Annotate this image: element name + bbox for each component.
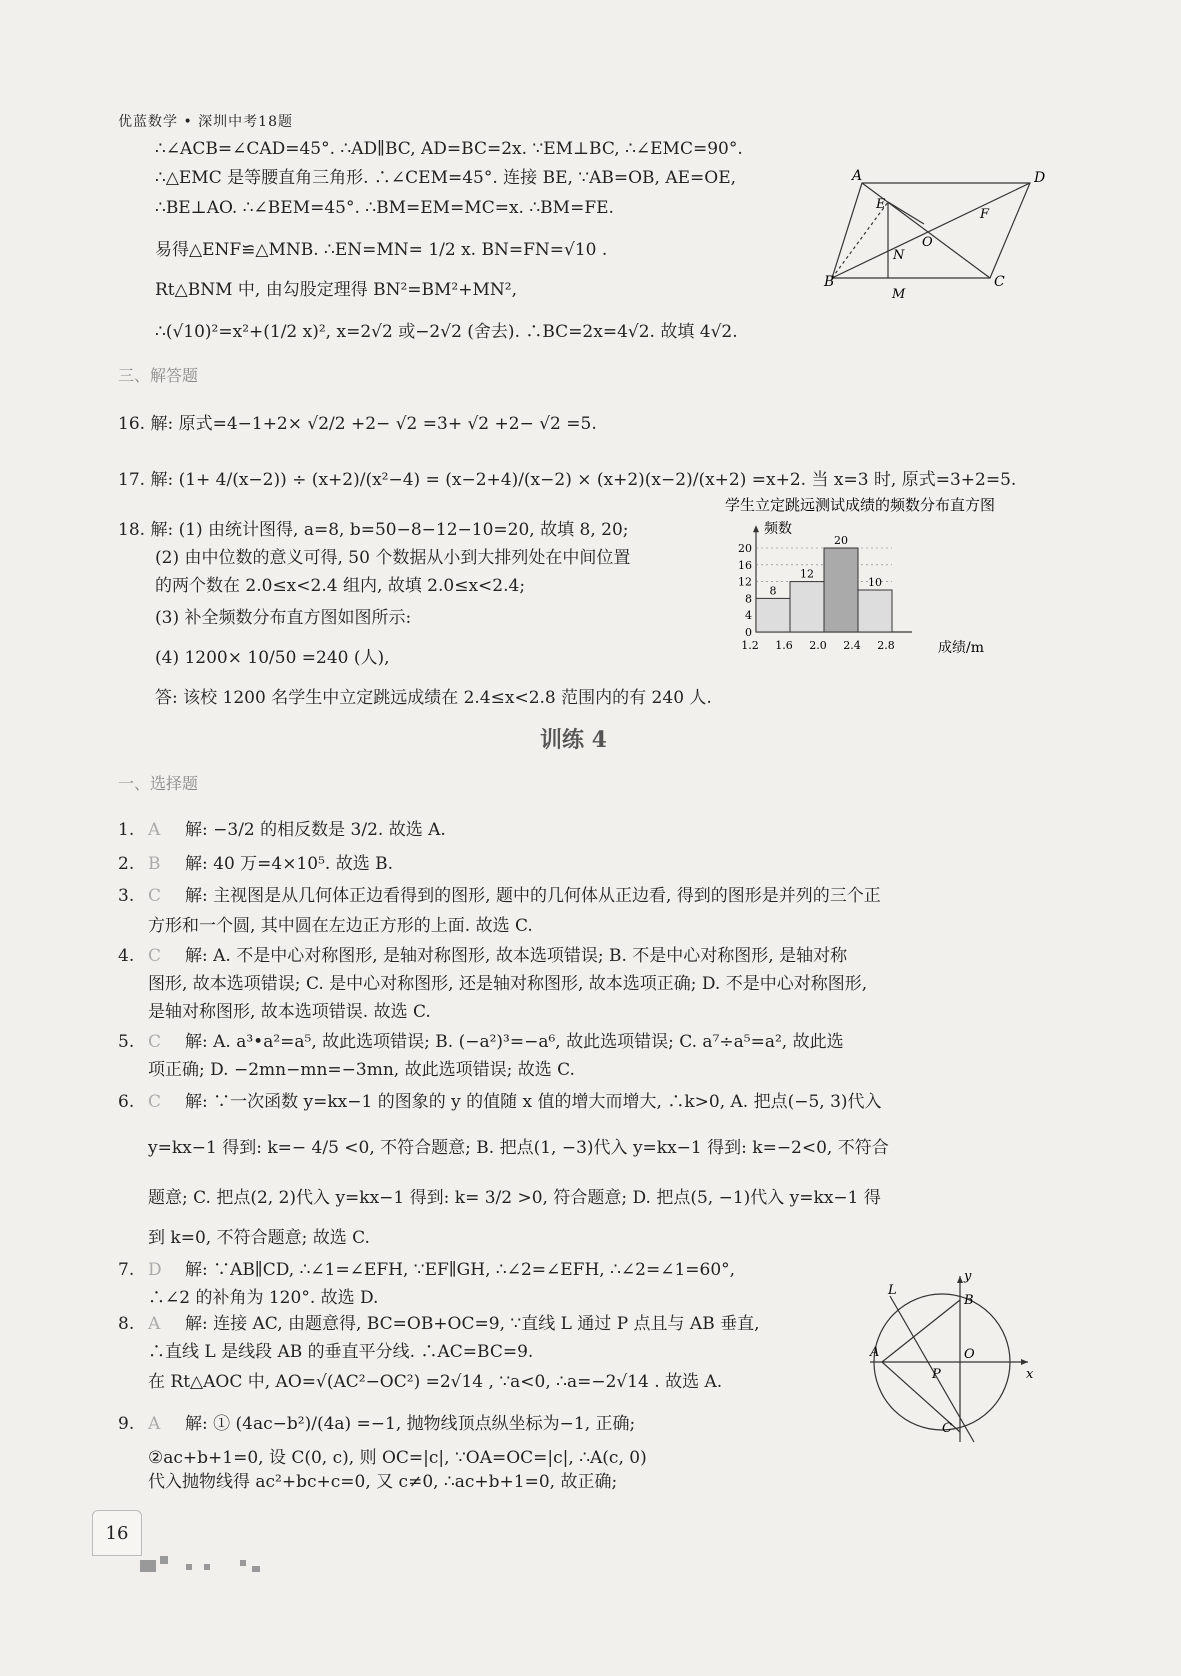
label-a: A xyxy=(870,1345,880,1360)
solution-line: ∴(√10)²=x²+(1/2 x)², x=2√2 或−2√2 (舍去). ∴BC=2x=4√2. 故填 4√2. xyxy=(155,322,738,342)
label-x: x xyxy=(1026,1367,1034,1382)
answer-line: 解: ∵AB∥CD, ∴∠1=∠EFH, ∵EF∥GH, ∴∠2=∠EFH, ∴∠2=∠1=60°, xyxy=(185,1260,736,1280)
answer-line: 图形, 故本选项错误; C. 是中心对称图形, 还是轴对称图形, 故本选项正确; D. 不是中心对称图形, xyxy=(148,974,868,994)
x-tick-label: 2.4 xyxy=(843,639,861,652)
question-number: 6. xyxy=(118,1092,135,1112)
answer-choice: A xyxy=(148,1414,161,1434)
y-axis-label: 频数 xyxy=(764,521,792,538)
y-tick-label: 12 xyxy=(738,575,752,589)
label-c: C xyxy=(994,274,1005,290)
question-number: 1. xyxy=(118,820,135,840)
label-l: L xyxy=(888,1283,897,1298)
answer-line: 解: 连接 AC, 由题意得, BC=OB+OC=9, ∵直线 L 通过 P 点且与 AB 垂直, xyxy=(185,1314,760,1334)
answer-16: 16. 解: 原式=4−1+2× √2/2 +2− √2 =3+ √2 +2− √2 =5. xyxy=(118,414,597,434)
answer-18-line: 的两个数在 2.0≤x<2.4 组内, 故填 2.0≤x<2.4; xyxy=(155,576,526,596)
answer-choice: C xyxy=(148,1032,162,1052)
solution-line: ∴△EMC 是等腰直角三角形. ∴∠CEM=45°. 连接 BE, ∵AB=OB, AE=OE, xyxy=(155,168,737,188)
answer-line: 解: 主视图是从几何体正边看得到的图形, 题中的几何体从正边看, 得到的图形是并列的三个正 xyxy=(185,886,881,906)
label-y: y xyxy=(964,1269,972,1284)
label-o: O xyxy=(922,235,933,250)
page-header: 优蓝数学 • 深圳中考18题 xyxy=(118,114,293,130)
y-tick-label: 16 xyxy=(738,558,752,572)
section-heading: 三、解答题 xyxy=(118,366,199,385)
label-b: B xyxy=(824,274,835,290)
answer-line: 解: −3/2 的相反数是 3/2. 故选 A. xyxy=(185,820,446,840)
solution-line: ∴∠ACB=∠CAD=45°. ∴AD∥BC, AD=BC=2x. ∵EM⊥BC, ∴∠EMC=90°. xyxy=(155,139,743,159)
answer-line: 解: A. a³•a²=a⁵, 故此选项错误; B. (−a²)³=−a⁶, 故此选项错误; C. a⁷÷a⁵=a², 故此选 xyxy=(185,1032,844,1052)
answer-line: 解: ∵一次函数 y=kx−1 的图象的 y 的值随 x 值的增大而增大, ∴k>0, A. 把点(−5, 3)代入 xyxy=(185,1092,882,1112)
bar-value-label: 8 xyxy=(769,584,777,598)
answer-choice: C xyxy=(148,1092,162,1112)
solution-line: ∴BE⊥AO. ∴∠BEM=45°. ∴BM=EM=MC=x. ∴BM=FE. xyxy=(155,198,614,218)
label-d: D xyxy=(1034,170,1046,186)
answer-choice: C xyxy=(148,946,162,966)
answer-line: 项正确; D. −2mn−mn=−3mn, 故此选项错误; 故选 C. xyxy=(148,1060,575,1080)
answer-17: 17. 解: (1+ 4/(x−2)) ÷ (x+2)/(x²−4) = (x−2+4)/(x−2) × (x+2)(x−2)/(x+2) =x+2. 当 x=3 时, 原式=3+2=5. xyxy=(118,470,1017,490)
segment-be xyxy=(832,202,888,278)
y-axis-arrow xyxy=(753,525,759,532)
label-n: N xyxy=(893,248,905,263)
answer-line: ∴直线 L 是线段 AB 的垂直平分线. ∴AC=BC=9. xyxy=(148,1342,534,1362)
answer-18-line: 答: 该校 1200 名学生中立定跳远成绩在 2.4≤x<2.8 范围内的有 240 人. xyxy=(155,688,712,708)
question-number: 5. xyxy=(118,1032,135,1052)
answer-choice: A xyxy=(148,1314,161,1334)
y-tick-label: 4 xyxy=(745,609,752,623)
y-tick-label: 0 xyxy=(745,626,752,639)
question-number: 8. xyxy=(118,1314,135,1334)
diagonal-bd xyxy=(832,183,1030,278)
histogram-bar xyxy=(790,582,824,632)
question-number: 3. xyxy=(118,886,135,906)
page-number: 16 xyxy=(92,1510,142,1556)
answer-line: 解: A. 不是中心对称图形, 是轴对称图形, 故本选项错误; B. 不是中心对称图形, 是轴对称 xyxy=(185,946,848,966)
circle-figure xyxy=(870,1266,1040,1446)
histogram-bar xyxy=(824,548,858,632)
label-p: P xyxy=(932,1367,941,1382)
y-tick-label: 20 xyxy=(738,542,752,555)
label-e: E xyxy=(876,197,886,212)
question-number: 2. xyxy=(118,854,135,874)
answer-choice: A xyxy=(148,820,161,840)
x-tick-label: 2.8 xyxy=(877,639,895,652)
answer-line: 解: 40 万=4×10⁵. 故选 B. xyxy=(185,854,394,874)
answer-choice: C xyxy=(148,886,162,906)
parallelogram-figure xyxy=(824,168,1050,303)
answer-line: 是轴对称图形, 故本选项错误. 故选 C. xyxy=(148,1002,431,1022)
answer-line: 方形和一个圆, 其中圆在左边正方形的上面. 故选 C. xyxy=(148,916,533,936)
label-a: A xyxy=(852,168,863,184)
answer-line: 代入抛物线得 ac²+bc+c=0, 又 c≠0, ∴ac+b+1=0, 故正确; xyxy=(148,1472,618,1492)
x-tick-label: 1.2 xyxy=(741,639,759,652)
answer-line: 到 k=0, 不符合题意; 故选 C. xyxy=(148,1228,370,1248)
section-heading: 一、选择题 xyxy=(118,774,199,793)
label-c: C xyxy=(942,1421,952,1436)
answer-line: ∴∠2 的补角为 120°. 故选 D. xyxy=(148,1288,379,1308)
answer-18-line: (2) 由中位数的意义可得, 50 个数据从小到大排列处在中间位置 xyxy=(155,548,631,568)
answer-18-line: 18. 解: (1) 由统计图得, a=8, b=50−8−12−10=20, 故填 8, 20; xyxy=(118,520,629,540)
answer-line: ②ac+b+1=0, 设 C(0, c), 则 OC=|c|, ∵OA=OC=|c|, ∴A(c, 0) xyxy=(148,1448,647,1468)
question-number: 9. xyxy=(118,1414,135,1434)
question-number: 4. xyxy=(118,946,135,966)
solution-line: 易得△ENF≌△MNB. ∴EN=MN= 1/2 x. BN=FN=√10 . xyxy=(155,240,608,260)
label-b: B xyxy=(964,1293,974,1308)
y-tick-label: 8 xyxy=(745,592,752,606)
bar-value-label: 20 xyxy=(834,534,848,547)
answer-line: 解: ① (4ac−b²)/(4a) =−1, 抛物线顶点纵坐标为−1, 正确; xyxy=(185,1414,636,1434)
histogram-bar xyxy=(858,590,892,632)
bar-value-label: 10 xyxy=(868,576,882,589)
label-o: O xyxy=(964,1347,975,1362)
question-number: 7. xyxy=(118,1260,135,1280)
bar-value-label: 12 xyxy=(800,567,814,581)
x-tick-label: 1.6 xyxy=(775,639,793,652)
histogram-chart xyxy=(720,494,1010,704)
answer-choice: B xyxy=(148,854,161,874)
solution-line: Rt△BNM 中, 由勾股定理得 BN²=BM²+MN², xyxy=(155,280,517,300)
segment-ab xyxy=(882,1300,960,1362)
segment-ef xyxy=(888,202,924,224)
answer-18-line: (3) 补全频数分布直方图如图所示: xyxy=(155,608,412,628)
answer-line: 题意; C. 把点(2, 2)代入 y=kx−1 得到: k= 3/2 >0, 符合题意; D. 把点(5, −1)代入 y=kx−1 得 xyxy=(148,1188,881,1208)
answer-line: y=kx−1 得到: k=− 4/5 <0, 不符合题意; B. 把点(1, −3)代入 y=kx−1 得到: k=−2<0, 不符合 xyxy=(148,1138,889,1158)
label-m: M xyxy=(892,287,906,302)
x-tick-label: 2.0 xyxy=(809,639,827,652)
histogram-bar xyxy=(756,598,790,632)
chart-title: 学生立定跳远测试成绩的频数分布直方图 xyxy=(724,496,996,514)
answer-choice: D xyxy=(148,1260,162,1280)
answer-18-line: (4) 1200× 10/50 =240 (人), xyxy=(155,648,390,668)
x-axis-label: 成绩/m xyxy=(938,640,984,656)
label-f: F xyxy=(980,207,990,222)
section-title: 训练 4 xyxy=(540,727,607,753)
answer-line: 在 Rt△AOC 中, AO=√(AC²−OC²) =2√14 , ∵a<0, ∴a=−2√14 . 故选 A. xyxy=(148,1372,723,1392)
